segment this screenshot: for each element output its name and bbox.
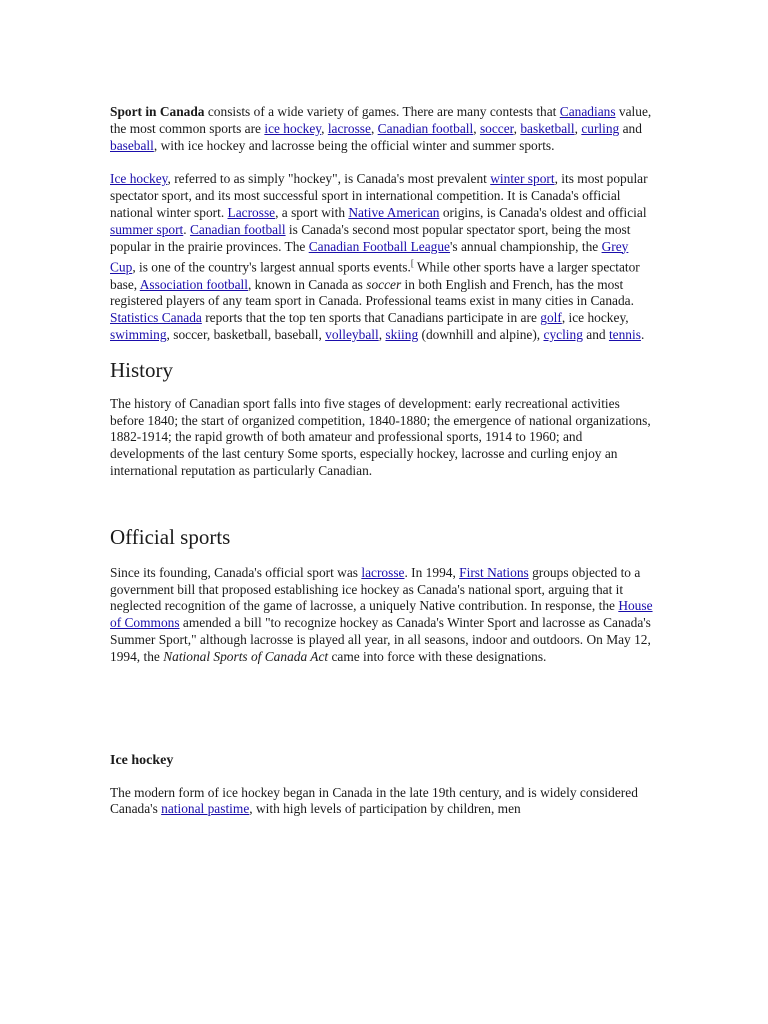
ice-hockey-overview-paragraph: Ice hockey, referred to as simply "hockey", is Canada's most prevalent winter sport, its most popular spectator sport, and its most successful sport in international competition. It is Canada's official national winter sport. Lacrosse, a sport with Native American origins, is Canada's oldest and official summer sport. Canadian football is Canada's second most popular spectator sport, being the most popular in the prairie provinces. The Canadian Football League's annual championship, the Grey Cup, is one of the country's largest annual sports events.[ While other sports have a larger spectator base, Association football, known in Canada as soccer in both English and French, has the most registered players of any team sport in Canada. Professional teams exist in many cities in Canada. Statistics Canada reports that the top ten sports that Canadians participate in are golf, ice hockey, swimming, soccer, basketball, baseball, volleyball, skiing (downhill and alpine), cycling and tennis.: [110, 171, 648, 343]
link-canadian-football-2[interactable]: Canadian football: [189, 221, 286, 237]
link-native-american[interactable]: Native American: [348, 204, 440, 220]
history-heading: History: [110, 357, 173, 382]
intro-title: Sport in Canada: [110, 104, 205, 119]
link-swimming[interactable]: swimming: [110, 327, 167, 343]
link-national-pastime[interactable]: national pastime: [161, 801, 250, 817]
link-lacrosse[interactable]: lacrosse: [327, 120, 371, 136]
link-association-football[interactable]: Association football: [139, 276, 248, 292]
link-soccer[interactable]: soccer: [479, 120, 514, 136]
link-skiing[interactable]: skiing: [385, 327, 419, 343]
link-basketball[interactable]: basketball: [520, 120, 575, 136]
article: [110, 104, 655, 818]
link-canadians[interactable]: Canadians: [559, 104, 616, 119]
act-title: National Sports of Canada Act: [163, 648, 329, 664]
link-house-of-commons[interactable]: House of Commons: [110, 598, 653, 631]
link-cycling[interactable]: cycling: [543, 327, 583, 343]
ice-hockey-heading: Ice hockey: [110, 752, 174, 768]
citation-marker: [: [410, 258, 414, 269]
ice-hockey-paragraph: The modern form of ice hockey began in Canada in the late 19th century, and is widely considered Canada's national pastime, with high levels of participation by children, men: [110, 784, 638, 817]
link-lacrosse-3[interactable]: lacrosse: [361, 564, 405, 580]
link-baseball[interactable]: baseball: [110, 137, 154, 153]
link-golf[interactable]: golf: [540, 310, 562, 326]
intro-paragraph: Sport in Canada consists of a wide variety of games. There are many contests that Canadians value, the most common sports are ice hockey, lacrosse, Canadian football, soccer, basketball, curling and baseball, with ice hockey and lacrosse being the official winter and summer sports.: [110, 104, 652, 153]
link-ice-hockey[interactable]: ice hockey: [264, 120, 322, 136]
link-grey-cup[interactable]: Grey Cup: [110, 238, 629, 275]
link-canadian-football[interactable]: Canadian football: [377, 120, 474, 136]
official-sports-heading: Official sports: [110, 524, 231, 549]
link-canadian-football-league[interactable]: Canadian Football League: [308, 238, 451, 254]
history-paragraph: The history of Canadian sport falls into five stages of development: early recreational activities before 1840; the start of organized competition, 1840-1880; the emergence of national organizations, 1882-1914; the rapid growth of both amateur and professional sports, 1914 to 1960; and developments of the last century Some sports, especially hockey, lacrosse and curling enjoy an international reputation as particularly Canadian.: [110, 395, 651, 479]
link-tennis[interactable]: tennis: [608, 327, 641, 343]
link-first-nations[interactable]: First Nations: [459, 564, 529, 580]
link-winter-sport[interactable]: winter sport: [490, 171, 555, 187]
link-summer-sport[interactable]: summer sport: [110, 221, 184, 237]
link-volleyball[interactable]: volleyball: [325, 327, 379, 343]
official-sports-paragraph: Since its founding, Canada's official sport was lacrosse. In 1994, First Nations groups objected to a government bill that proposed establishing ice hockey as Canada's national sport, arguing that it neglected recognition of the game of lacrosse, a uniquely Native contribution. In response, the House of Commons amended a bill "to recognize hockey as Canada's Winter Sport and lacrosse as Canada's Summer Sport," although lacrosse is played all year, in all seasons, indoor and outdoors. On May 12, 1994, the National Sports of Canada Act came into force with these designations.: [110, 564, 653, 664]
link-curling[interactable]: curling: [581, 120, 620, 136]
link-ice-hockey-2[interactable]: Ice hockey: [110, 171, 168, 187]
link-lacrosse-2[interactable]: Lacrosse: [227, 204, 276, 220]
link-statistics-canada[interactable]: Statistics Canada: [110, 310, 202, 326]
